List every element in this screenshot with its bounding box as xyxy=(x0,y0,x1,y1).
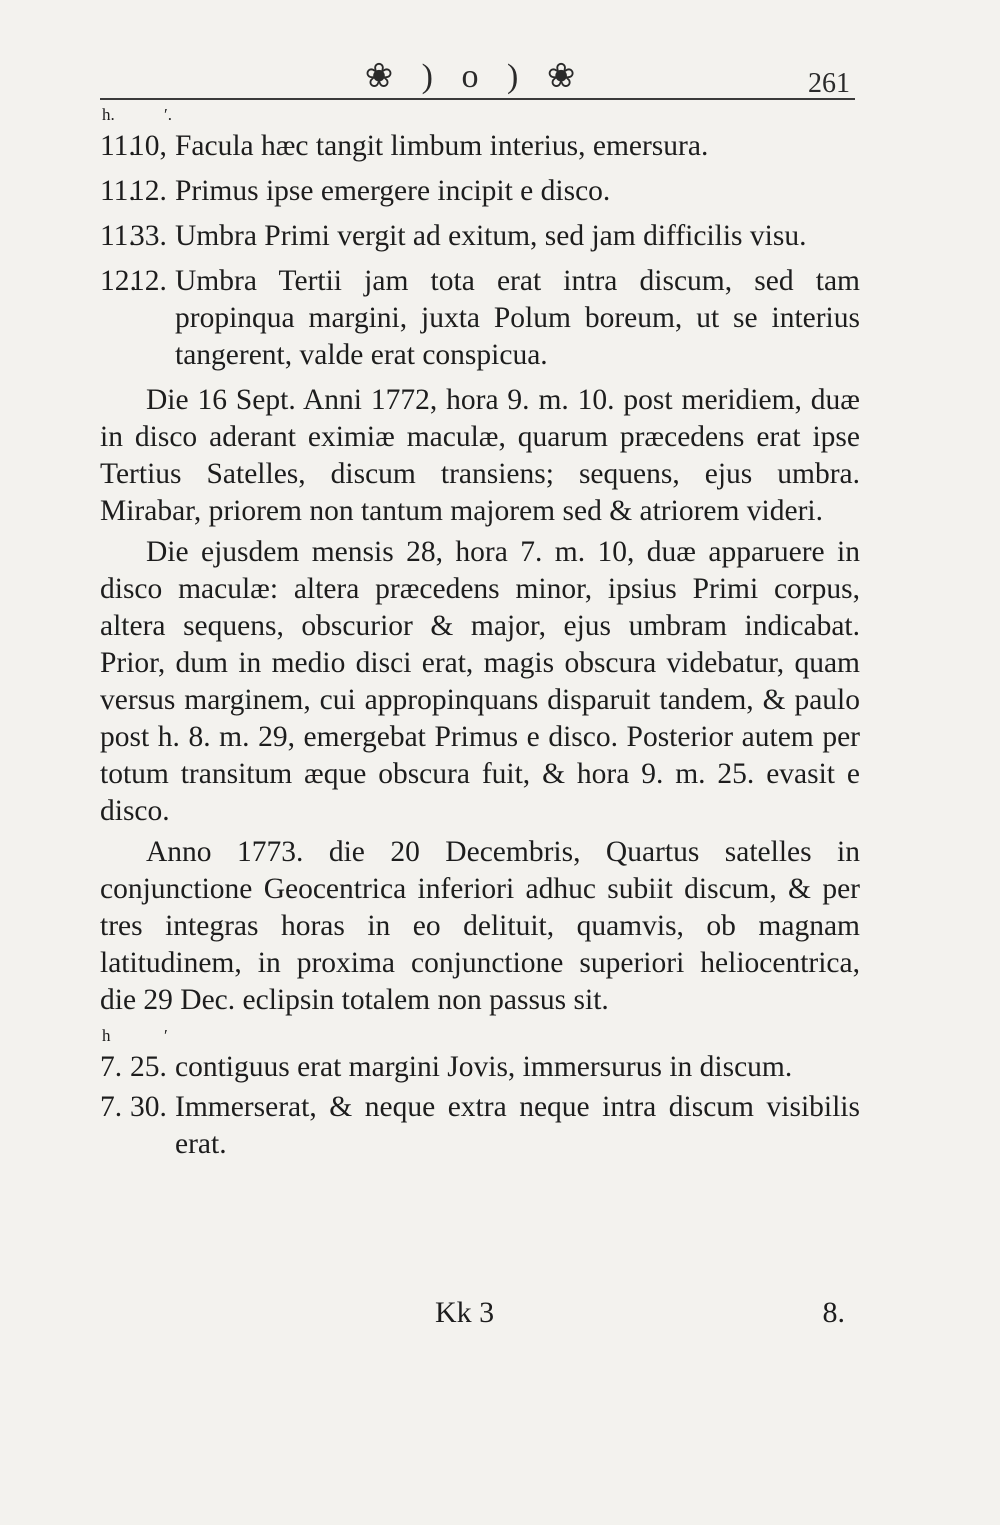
observation-entry xyxy=(100,263,860,374)
entry-minute: 12. xyxy=(130,175,167,207)
entry-text: Primus ipse emergere incipit e disco. xyxy=(175,175,611,207)
entry-text: Umbra Tertii jam tota erat intra discum, sed tam propinqua margini, juxta Polum boreum, ut se interius tangerent, valde erat conspicua. xyxy=(175,265,860,371)
page-header xyxy=(100,50,855,100)
paragraph: Die ejusdem mensis 28, hora 7. m. 10, duæ apparuere in disco maculæ: altera præcedens minor, ipsius Primi corpus, altera sequens, obscurior & major, ejus umbram indicabat. Prior, dum in medio disci erat, magis obscura videbatur, quam versus marginem, cui appropinquans disparuit tandem, & paulo post h. 8. m. 29, emergebat Primus e disco. Posterior autem per totum transitum æque obscura fuit, & hora 9. m. 25. evasit e disco. xyxy=(100,536,860,827)
entry-hour: 7. xyxy=(100,1091,123,1123)
entry-hour: 11. xyxy=(100,130,136,162)
page-footer xyxy=(100,1296,855,1346)
observation-entry xyxy=(100,128,860,165)
entry-hour: 11. xyxy=(100,175,136,207)
page-body xyxy=(100,102,860,1166)
column-heading-bottom xyxy=(100,1023,860,1049)
entry-minute: 10, xyxy=(130,130,167,162)
hour-heading: h. xyxy=(102,105,115,124)
entry-text: contiguus erat margini Jovis, immersurus in discum. xyxy=(175,1051,793,1083)
entry-hour: 11. xyxy=(100,220,136,252)
entry-hour: 12. xyxy=(100,265,137,297)
column-heading-top xyxy=(100,102,860,128)
entry-minute: 30. xyxy=(130,1091,167,1123)
entry-text: Immerserat, & neque extra neque intra discum visibilis erat. xyxy=(175,1091,860,1160)
entry-minute: 12. xyxy=(130,265,167,297)
observation-entry xyxy=(100,1089,860,1163)
observation-entry xyxy=(100,173,860,210)
page-number: 261 xyxy=(808,68,850,99)
header-rule xyxy=(100,98,855,100)
minute-heading: ′. xyxy=(164,105,172,124)
observation-entry xyxy=(100,1049,860,1086)
entry-minute: 33. xyxy=(130,220,167,252)
catchword: 8. xyxy=(822,1296,845,1329)
entry-text: Umbra Primi vergit ad exitum, sed jam difficilis visu. xyxy=(175,220,807,252)
entry-text: Facula hæc tangit limbum interius, emersura. xyxy=(175,130,709,162)
hour-heading: h xyxy=(102,1026,111,1045)
entry-hour: 7. xyxy=(100,1051,123,1083)
signature-mark: Kk 3 xyxy=(435,1296,495,1329)
paragraph: Anno 1773. die 20 Decembris, Quartus satelles in conjunctione Geocentrica inferiori adhuc subiit discum, & per tres integras horas in eo delituit, quamvis, ob magnam latitudinem, in proxima conjunctione superiori heliocentrica, die 29 Dec. eclipsin totalem non passus sit. xyxy=(100,836,860,1016)
entry-minute: 25. xyxy=(130,1051,167,1083)
paragraph: Die 16 Sept. Anni 1772, hora 9. m. 10. post meridiem, duæ in disco aderant eximiæ maculæ, quarum præcedens erat ipse Tertius Satelles, discum transiens; sequens, ejus umbra. Mirabar, priorem non tantum majorem sed & atriorem videri. xyxy=(100,384,860,527)
minute-heading: ′ xyxy=(164,1026,168,1045)
observation-entry xyxy=(100,218,860,255)
header-ornament: ❀ ) o ) ❀ xyxy=(364,58,586,95)
